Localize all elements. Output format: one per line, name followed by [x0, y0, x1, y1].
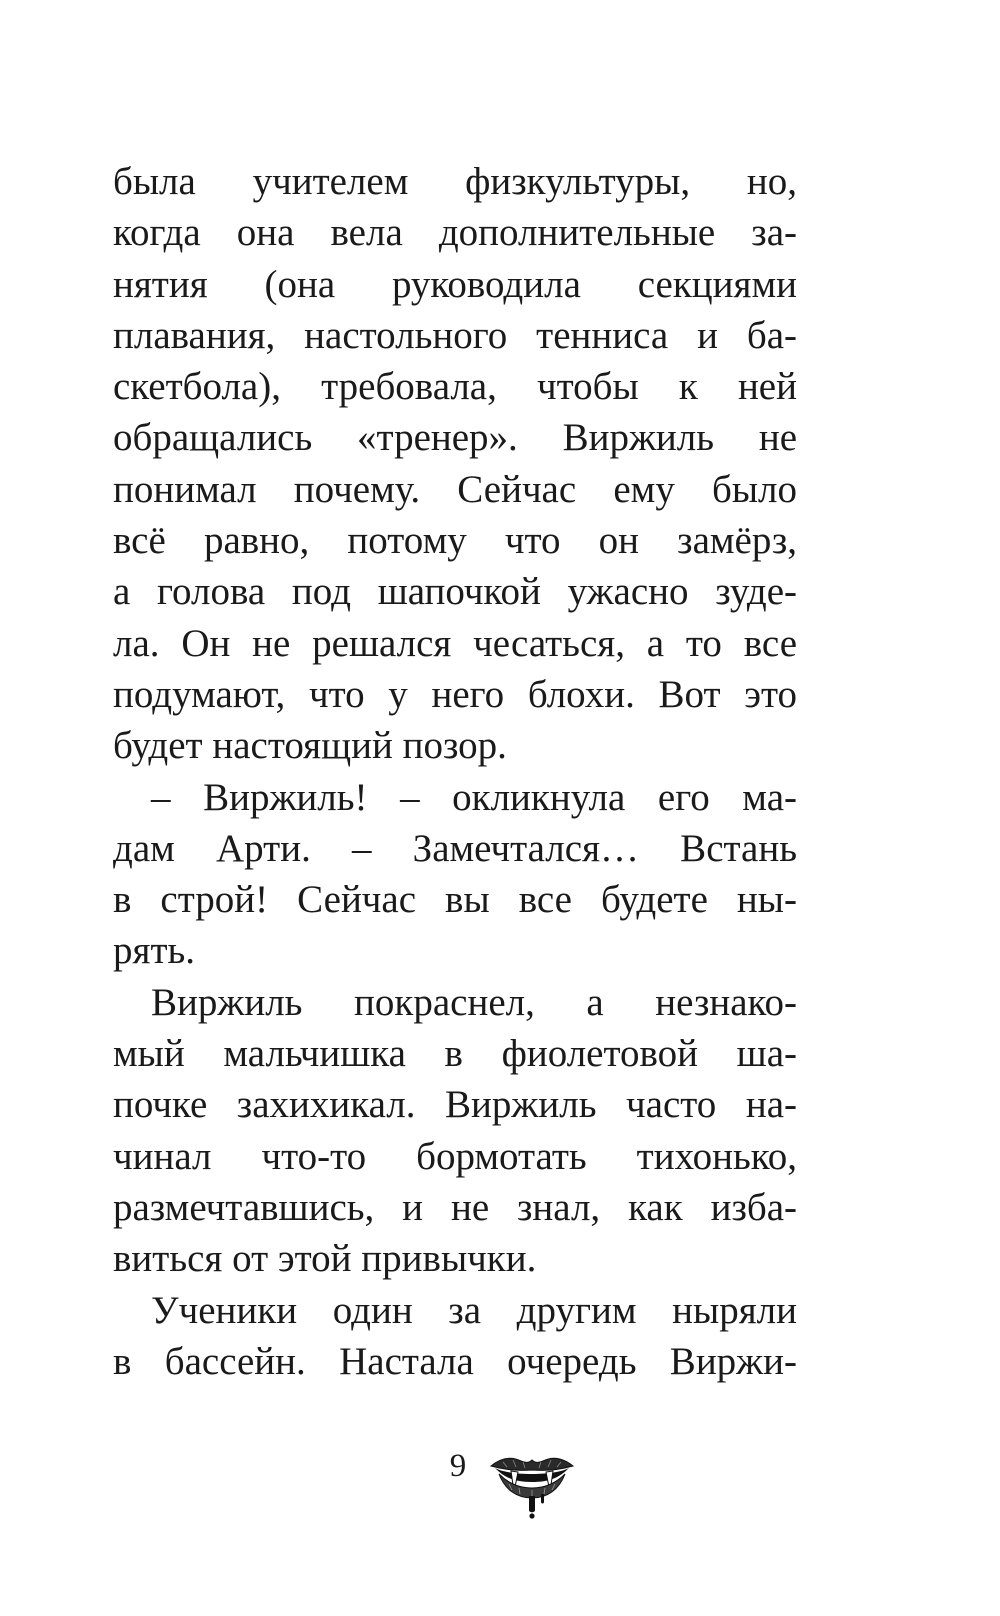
- text-line: понимал почему. Сейчас ему было: [113, 467, 797, 511]
- text-line: в бассейн. Настала очередь Виржи-: [113, 1339, 797, 1383]
- text-line: а голова под шапочкой ужасно зуде-: [113, 570, 797, 614]
- text-line: обращались «тренер». Виржиль не: [113, 416, 797, 460]
- text-line: чинал что-то бормотать тихонько,: [113, 1134, 797, 1178]
- text-line: размечтавшись, и не знал, как изба-: [113, 1185, 797, 1229]
- text-line: всё равно, потому что он замёрз,: [113, 519, 797, 563]
- text-line: дам Арти. – Замечтался… Встань: [113, 826, 797, 870]
- text-line: в строй! Сейчас вы все будете ны-: [113, 878, 797, 922]
- text-line: скетбола), требовала, чтобы к ней: [113, 365, 797, 409]
- text-line: рять.: [113, 929, 196, 973]
- text-line: мый мальчишка в фиолетовой ша-: [113, 1032, 797, 1076]
- text-line: виться от этой привычки.: [113, 1237, 537, 1281]
- text-line: почке захихикал. Виржиль часто на-: [113, 1083, 797, 1127]
- page-footer: [0, 1446, 1000, 1526]
- text-line: ла. Он не решался чесаться, а то все: [113, 621, 797, 665]
- page-number: 9: [449, 1448, 467, 1484]
- text-line: – Виржиль! – окликнула его ма-: [151, 775, 797, 819]
- vampire-lips-icon: [489, 1452, 575, 1520]
- text-line: плавания, настольного тенниса и ба-: [113, 313, 797, 357]
- text-line: была учителем физкультуры, но,: [113, 160, 797, 203]
- text-line: Ученики один за другим ныряли: [151, 1288, 797, 1332]
- text-line: подумают, что у него блохи. Вот это: [113, 672, 797, 716]
- text-line: Виржиль покраснел, а незнако-: [151, 980, 797, 1024]
- text-line: когда она вела дополнительные за-: [113, 211, 797, 255]
- body-text: [113, 156, 797, 1387]
- text-line: нятия (она руководила секциями: [113, 262, 797, 306]
- text-line: будет настоящий позор.: [113, 724, 507, 768]
